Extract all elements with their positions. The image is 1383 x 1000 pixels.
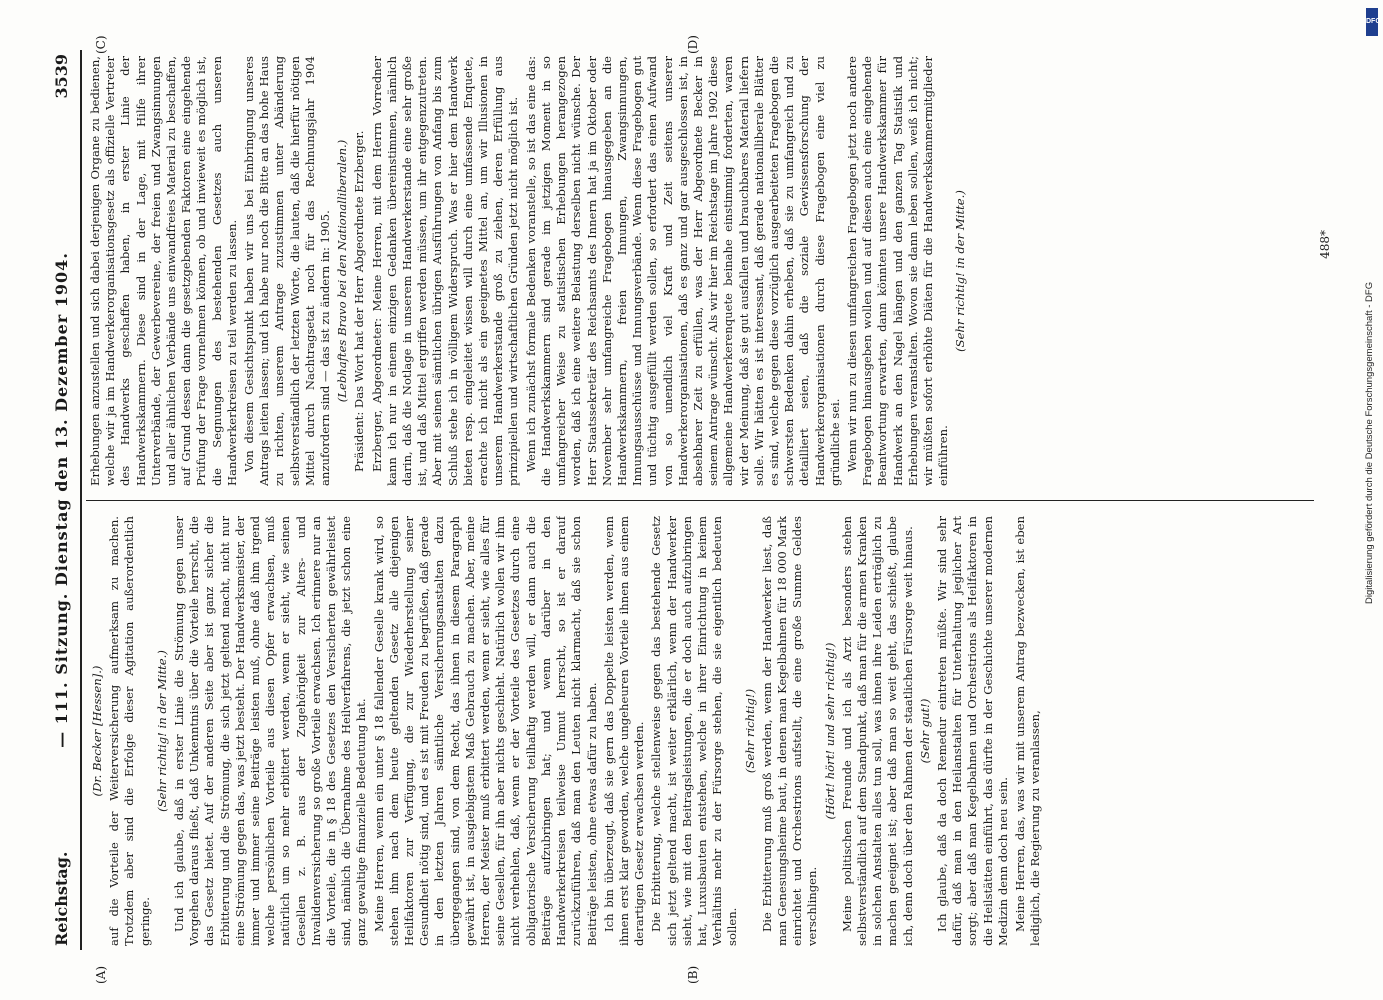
paragraph: Von diesem Gesichtspunkt haben wir uns bei Einbringung unseres Antrags leiten lassen; und ich habe nur noch die Bitte an das hohe Haus zu richten, unserem Antrage zuzustimmen unter Abänderung selbstverständlich der letzten Worte, die lauten, daß die hierfür nötigen Mittel durch Nachtragsetat noch für das Rechnungsjahr 1904 anzufordern sind — das ist zu ändern in: 1905. (242, 56, 333, 486)
paragraph: Meine Herren, das, was wir mit unserem Antrag bezwecken, ist eben lediglich, die Regierung zu veranlassen, (1012, 516, 1043, 946)
paragraph: Erhebungen anzustellen und sich dabei derjenigen Organe zu bedienen, welche wir ja im Handwerkerorganisationsgesetz als offizielle Vertreter des Handwerks geschaffen haben, in erster Linie der Handwerkskammern. Diese sind in der Lage, mit Hilfe ihrer Unterverbände, der Gewerbevereine, der freien und Zwangsinnungen und aller ähnlichen Verbände uns einwandfreies Material zu beschaffen, auf Grund dessen dann die gesetzgebenden Faktoren eine eingehende Prüfung der Frage vornehmen können, ob und inwieweit es möglich ist, die Segnungen des bestehenden Gesetzes auch unseren Handwerkerkreisen zu teil werden zu lassen. (88, 56, 239, 486)
interjection: (Lebhaftes Bravo bei den Nationalliberalen.) (335, 139, 350, 403)
page-header (46, 40, 80, 960)
margin-mark-d: (D) (686, 35, 700, 54)
right-column (88, 56, 1312, 486)
paragraph: Meine Herren, wenn ein unter § 18 fallender Geselle krank wird, so stehen ihm nach dem heute geltenden Gesetz alle diejenigen Heilfaktoren zur Verfügung, die zur Wiederherstellung seiner Gesundheit nötig sind, und es ist mit Freuden zu begrüßen, daß gerade in den letzten Jahren sämtliche Versicherungsanstalten dazu übergegangen sind, von dem Recht, das ihnen in diesem Paragraph gewährt ist, in ausgiebigstem Maß Gebrauch zu machen. Aber, meine Herren, der Meister muß erbittert werden, wenn er sieht, wie alles für seine Gesellen, für ihn aber nichts geschieht. Natürlich wollen wir ihm nicht verhehlen, daß, wenn er der Vorteile des Gesetzes durch eine obligatorische Versicherung teilhaftig werden will, er dann auch die Beiträge aufzubringen hat; und wenn darüber in den Handwerkerkreisen teilweise Unmut herrscht, so ist er darauf zurückzuführen, daß man den Leuten nicht klarmacht, daß sie schon Beiträge leisten, ohne etwas dafür zu haben. (371, 516, 599, 946)
header-left-label: Reichstag. (52, 851, 71, 946)
margin-mark-c: (C) (94, 35, 108, 54)
margin-mark-a: (A) (94, 965, 108, 984)
paragraph: Und ich glaube, daß in erster Linie die Strömung gegen unser Vorgehen daraus fließt, daß Unkenntnis über die Vorteile herrscht, die das Gesetz bietet. Auf der anderen Seite aber ist ganz sicher die Erbitterung und die Strömung, die sich jetzt geltend macht, nicht nur eine Strömung gegen das, was jetzt besteht. Der Handwerksmeister, der immer und immer seine Beiträge leisten muß, ohne daß ihm irgend welche persönlichen Vorteile aus diesen Opfer erwachsen, muß natürlich um so mehr erbittert werden, wenn er sieht, wie seinen Gesellen z. B. aus der Zugehörigkeit zur Alters- und Invalidenversicherung so große Vorteile erwachsen. Ich erinnere nur an die Vorteile, die in § 18 des Gesetzes den Versicherten gewährleistet sind, nämlich die Übernahme des Heilverfahrens, die jetzt schon eine ganz gewaltige finanzielle Bedeutung hat. (172, 516, 369, 946)
column-divider (86, 500, 1314, 501)
footer-mark: 488* (1318, 230, 1332, 259)
paragraph: Ich bin überzeugt, daß sie gern das Doppelte leisten werden, wenn ihnen erst klar geworden, welche ungeheuren Vorteile ihnen aus einem derartigen Gesetz erwachsen werden. (601, 516, 647, 946)
paragraph: Wenn ich zunächst formale Bedenken voranstelle, so ist das eine das: die Handwerkskammern sind gerade im jetzigen Moment in so umfangreicher Weise zu statistischen Erhebungen herangezogen worden, daß ich eine weitere Belastung derselben nicht wünsche. Der Herr Staatssekretär des Reichsamts des Innern hat ja im Oktober oder November sehr umfangreiche Fragebogen hinausgegeben an die Handwerkskammern, freien Innungen, Zwangsinnungen, Innungsausschüsse und Innungsverbände. Wenn diese Fragebogen gut und tüchtig ausgefüllt werden sollen, so erfordert das einen Aufwand von so unendlich viel Kraft und Zeit seitens unserer Handwerkerorganisationen, daß es ganz und gar ausgeschlossen ist, in absehbarer Zeit zu erfüllen, was der Herr Abgeordnete Becker in seinem Antrage wünscht. Als wir hier im Reichstage im Jahre 1902 diese allgemeine Handwerkerenquete beinahe einstimmig forderten, waren wir der Meinung, daß sie gut ausfallen und brauchbares Material liefern solle. Wir hätten es ist interessant, daß gerade nationalliberale Blätter es sind, welche gegen diese vorzüglich ausgearbeiteten Fragebogen die schwersten Bedenken dahin erheben, daß sie zu umfangreich und zu detailliert seien, daß die soziale Gewissensforschung der Handwerkerorganisationen durch diese Fragebogen eine viel zu gründliche sei. (523, 56, 842, 486)
dfg-logo: DFG (1366, 8, 1378, 36)
paragraph: auf die Vorteile der Weiterversicherung aufmerksam zu machen. Trotzdem aber sind die Erfolge dieser Agitation außerordentlich geringe. (107, 516, 152, 946)
speaker-line: (Dr. Becker [Hessen].) (90, 665, 104, 797)
interjection: (Sehr richtig! in der Mitte.) (154, 650, 169, 812)
paragraph: Ich glaube, daß da doch Remedur eintreten müßte. Wir sind sehr dafür, daß man in den Heilanstalten für Unterhaltung jeglicher Art sorgt; aber daß man Kegelbahnen und Orchestrions als Heilfaktoren in die Heilstätten einführt, das dürfte in der Geschichte unserer modernen Medizin denn doch neu sein. (934, 516, 1010, 946)
paragraph: Erzberger, Abgeordneter: Meine Herren, mit dem Herrn Vorredner kann ich nur in einem einzigen Gedanken übereinstimmen, nämlich darin, daß die Notlage in unserem Handwerkerstande eine sehr große ist, und daß Mittel ergriffen werden müssen, um ihr entgegenzutreten. Aber mit seinen sämtlichen übrigen Ausführungen von Anfang bis zum Schluß stehe ich in völligem Widerspruch. Was er hier dem Handwerk bieten resp. eingeleitet wissen will durch eine umfassende Enquete, erachte ich nicht als ein geeignetes Mittel an, um wir Illusionen in unserem Handwerkerstande groß zu ziehen, deren Erfüllung aus prinzipiellen und wirtschaftlichen Gründen jetzt nicht möglich ist. (369, 56, 521, 486)
left-column (88, 516, 1312, 946)
rotated-page-content (46, 35, 1336, 984)
interjection: (Sehr richtig! in der Mitte.) (953, 190, 968, 352)
interjection: (Sehr gut!) (917, 698, 932, 764)
margin-mark-b: (B) (686, 965, 700, 984)
paragraph: Präsident: Das Wort hat der Herr Abgeordnete Erzberger. (352, 130, 367, 472)
interjection: (Sehr richtig!) (742, 688, 757, 774)
digitization-notice: Digitalisierung gefördert durch die Deutsche Forschungsgemeinschaft - DFG (1364, 281, 1375, 604)
paragraph: Meine politischen Freunde und ich als Arzt besonders stehen selbstverständlich auf dem Standpunkt, daß man für die armen Kranken in solchen Anstalten alles tun soll, was ihnen ihre Leiden erträglich zu machen geeignet ist; aber daß man so weit geht, das schießt, glaube ich, denn doch über den Rahmen der staatlichen Fürsorge weit hinaus. (839, 516, 915, 946)
paragraph: Wenn wir nun zu diesen umfangreichen Fragebogen jetzt noch andere Fragebogen hinausgeben wollen und auf diesen auch eine eingehende Beantwortung erwarten, dann könnten unsere Handwerkskammer für Handwerk an den Nagel hängen und den ganzen Tag Statistik und Erhebungen veranstalten. Wovon sie dann leben sollen, weiß ich nicht; wir müßten sofort erhöhte Diäten für die Handwerkskammermitglieder einführen. (844, 56, 951, 486)
digitization-notice-strip (1366, 10, 1378, 610)
paragraph: Die Erbitterung muß groß werden, wenn der Handwerker liest, daß man Genesungsheime baut, in denen man Kegelbahnen für 18 000 Mark einrichtet und Orchestrions aufstellt, die eine große Summe Geldes verschlingen. (759, 516, 820, 946)
header-title: — 111. Sitzung. Dienstag den 13. Dezember 1904. (52, 252, 71, 748)
header-rule (80, 50, 82, 950)
page-number: 3539 (52, 54, 71, 99)
paragraph: Die Erbitterung, welche stellenweise gegen das bestehende Gesetz sich jetzt geltend macht, ist weiter erklärlich, wenn der Handwerker sieht, wie mit den Beitragsleistungen, die er doch auch aufzubringen hat, Luxusbauten entstehen, welche in ihrer Einrichtung in keinem Verhältnis mehr zu der Fürsorge stehen, die sie eigentlich bedeuten sollen. (649, 516, 740, 946)
interjection: (Hört! hört! und sehr richtig!) (822, 642, 837, 820)
